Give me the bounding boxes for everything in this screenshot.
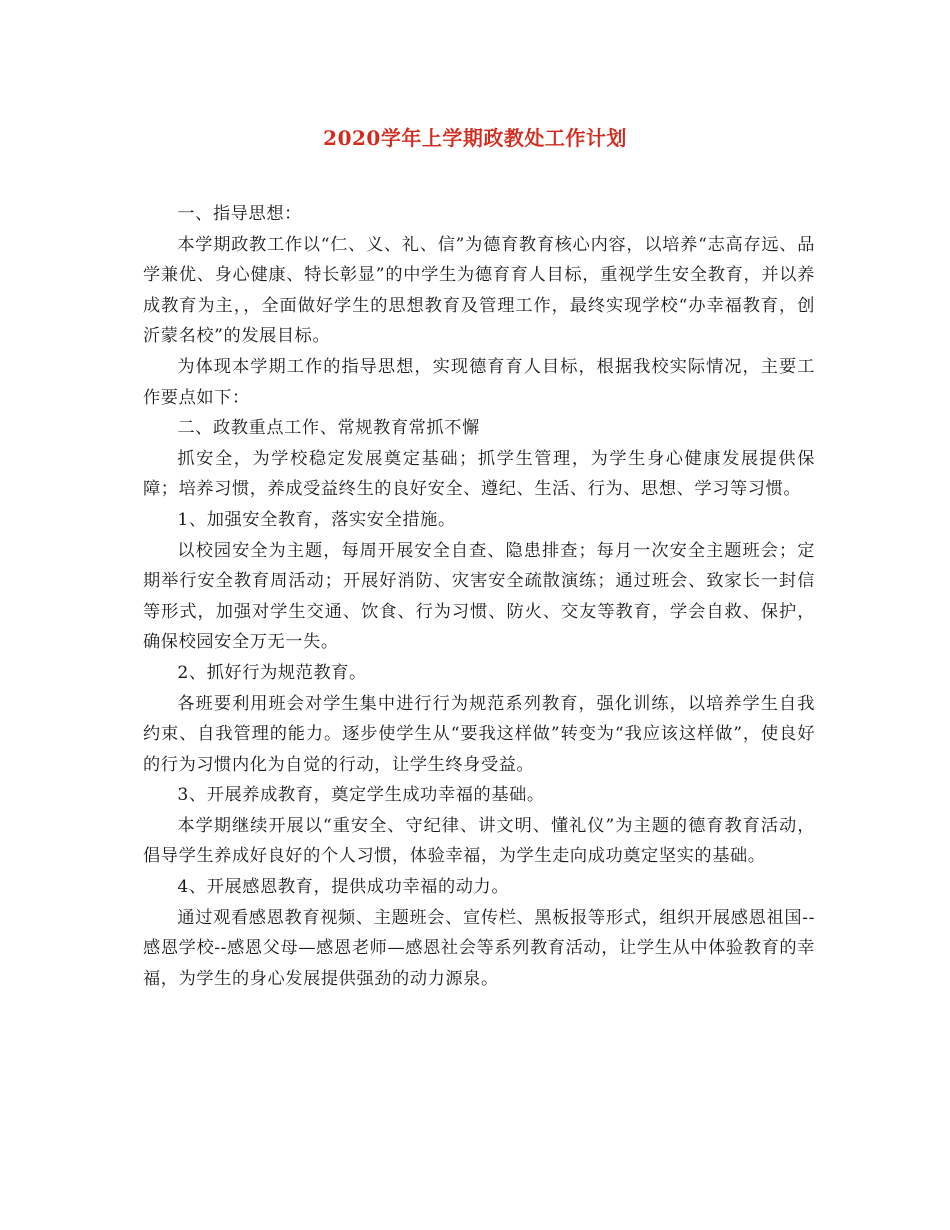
subheading-habit-education: 3、开展养成教育，奠定学生成功幸福的基础。 bbox=[177, 785, 545, 806]
paragraph: 为体现本学期工作的指导思想，实现德育育人目标，根据我校实际情况，主要工作要点如下： bbox=[143, 356, 815, 408]
paragraph: 本学期政教工作以“仁、义、礼、信”为德育教育核心内容，以培养“志高存远、品学兼优、身心健康、特长彰显”的中学生为德育育人目标，重视学生安全教育，并以养成教育为主，，全面做好学生的思想教育及管理工作，最终实现学校“办幸福教育，创沂蒙名校”的发展目标。 bbox=[143, 234, 815, 347]
paragraph: 以校园安全为主题，每周开展安全自查、隐患排查；每月一次安全主题班会；定期举行安全教育周活动；开展好消防、灾害安全疏散演练；通过班会、致家长一封信等形式，加强对学生交通、饮食、行为习惯、防火、交友等教育，学会自救、保护，确保校园安全万无一失。 bbox=[143, 540, 815, 653]
section-heading-guiding-thought: 一、指导思想： bbox=[177, 204, 302, 224]
document-body bbox=[143, 199, 815, 994]
paragraph: 抓安全，为学校稳定发展奠定基础；抓学生管理，为学生身心健康发展提供保障；培养习惯，养成受益终生的良好安全、遵纪、生活、行为、思想、学习等习惯。 bbox=[143, 448, 815, 500]
paragraph: 各班要利用班会对学生集中进行行为规范系列教育，强化训练，以培养学生自我约束、自我管理的能力。逐步使学生从“要我这样做”转变为“我应该这样做”，使良好的行为习惯内化为自觉的行动，让学生终身受益。 bbox=[143, 693, 815, 775]
subheading-safety-education: 1、加强安全教育，落实安全措施。 bbox=[177, 509, 456, 530]
document-title: 2020学年上学期政教处工作计划 bbox=[323, 126, 627, 150]
subheading-gratitude-education: 4、开展感恩教育，提供成功幸福的动力。 bbox=[177, 877, 510, 898]
paragraph: 本学期继续开展以“重安全、守纪律、讲文明、懂礼仪”为主题的德育教育活动，倡导学生养成好良好的个人习惯，体验幸福，为学生走向成功奠定坚实的基础。 bbox=[143, 815, 815, 867]
section-heading-key-work: 二、政教重点工作、常规教育常抓不懈 bbox=[177, 418, 480, 439]
subheading-behavior-education: 2、抓好行为规范教育。 bbox=[177, 662, 367, 683]
paragraph: 通过观看感恩教育视频、主题班会、宣传栏、黑板报等形式，组织开展感恩祖国--感恩学校--感恩父母—感恩老师—感恩社会等系列教育活动，让学生从中体验教育的幸福，为学生的身心发展提供强劲的动力源泉。 bbox=[143, 907, 815, 989]
